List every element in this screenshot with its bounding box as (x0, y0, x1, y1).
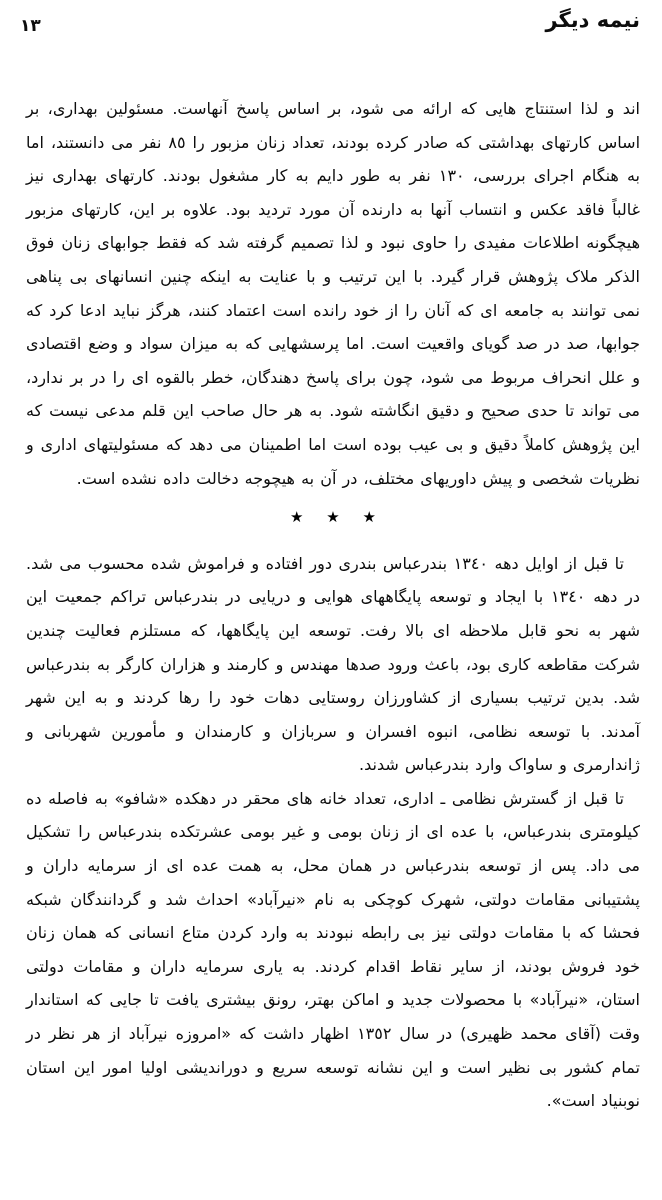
journal-header-title: نیمه دیگر (545, 8, 640, 32)
paragraph-3: تا قبل از گسترش نظامی ـ اداری، تعداد خانه های محقر در دهکده «شافو» به فاصله ده کیلومتری بندرعباس، با عده ای از زنان بومی و غیر بومی عشرتکده بندرعباس را تشکیل می داد. پس از توسعه بندرعباس در همان محل، به همت عده ای از سرمایه داران و پشتیبانی مقامات دولتی، شهرک کوچکی به نام «نیرآباد» احداث شد و گردانندگان شبکه فحشا که با مقامات دولتی نیز بی رابطه نبودند به وارد کردن متاع انسانی که همان زنان خود فروش بودند، از سایر نقاط اقدام کردند. به یاری سرمایه داران و مقامات دولتی استان، «نیرآباد» با محصولات جدید و اماکن بهتر، رونق بیشتری یافت تا جایی که استاندار وقت (آقای محمد ظهیری) در سال ١٣٥٢ اظهار داشت که «امروزه نیرآباد از هر نظر در تمام کشور بی نظیر است و این نشانه توسعه سریع و دوراندیشی اولیا امور این استان نوبنیاد است». (26, 788, 641, 1111)
page-number: ۱۳ (20, 16, 41, 36)
paragraph-2: تا قبل از اوایل دهه ١٣٤٠ بندرعباس بندری دور افتاده و فراموش شده محسوب می شد. در دهه ١٣٤٠ با ایجاد و توسعه پایگاههای هوایی و دریایی در بندرعباس تراکم جمعیت این شهر به نحو قابل ملاحظه ای بالا رفت. توسعه این پایگاهها، که مستلزم فعالیت چندین شرکت مقاطعه کاری بود، باعث ورود صدها مهندس و کارمند و هزاران کارگر به بندرعباس شد. بدین ترتیب بسیاری از کشاورزان روستایی دهات خود را رها کردند و به این شهر آمدند. با توسعه نظامی، انبوه افسران و سربازان و کارمندان و مأمورین شهربانی و ژاندارمری و ساواک وارد بندرعباس شدند. (26, 553, 640, 775)
article-body (26, 92, 640, 1118)
paragraph-1: اند و لذا استنتاج هایی که ارائه می شود، بر اساس پاسخ آنهاست. مسئولین بهداری، بر اساس کارتهای بهداشتی که صادر کرده بودند، تعداد زنان مزبور را ٨٥ نفر می دانستند، اما به هنگام اجرای بررسی، ١٣٠ نفر به طور دایم به کار مشغول بودند. کارتهای بهداری نیز غالباً فاقد عکس و انتساب آنها به دارنده آن مورد تردید بود. علاوه بر این، کارتهای مزبور هیچگونه اطلاعات مفیدی را حاوی نبود و لذا تصمیم گرفته شد که فقط جوابهای زنان فوق الذکر ملاک پژوهش قرار گیرد. با این ترتیب و با عنایت به اینکه چنین انسانهای بی پناهی نمی توانند به جامعه ای که آنان را از خود رانده است اعتماد کنند، هرگز نباید ادعا کرد که جوابها، صد در صد گویای واقعیت است. اما پرسشهایی که به میزان سواد و وضع اقتصادی و علل انحراف مربوط می شود، چون برای پاسخ دهندگان، خطر بالقوه ای را در بر ندارد، می تواند تا حدی صحیح و دقیق انگاشته شود. به هر حال صاحب این قلم مدعی نیست که این پژوهش کاملاً دقیق و بی عیب بوده است اما اطمینان می دهد که مسئولیتهای اداری و نظریات شخصی و پیش داوریهای مختلف، در آن به هیچوجه دخالت داده نشده است. (26, 99, 641, 488)
section-separator-stars: ★ ★ ★ (290, 508, 376, 527)
